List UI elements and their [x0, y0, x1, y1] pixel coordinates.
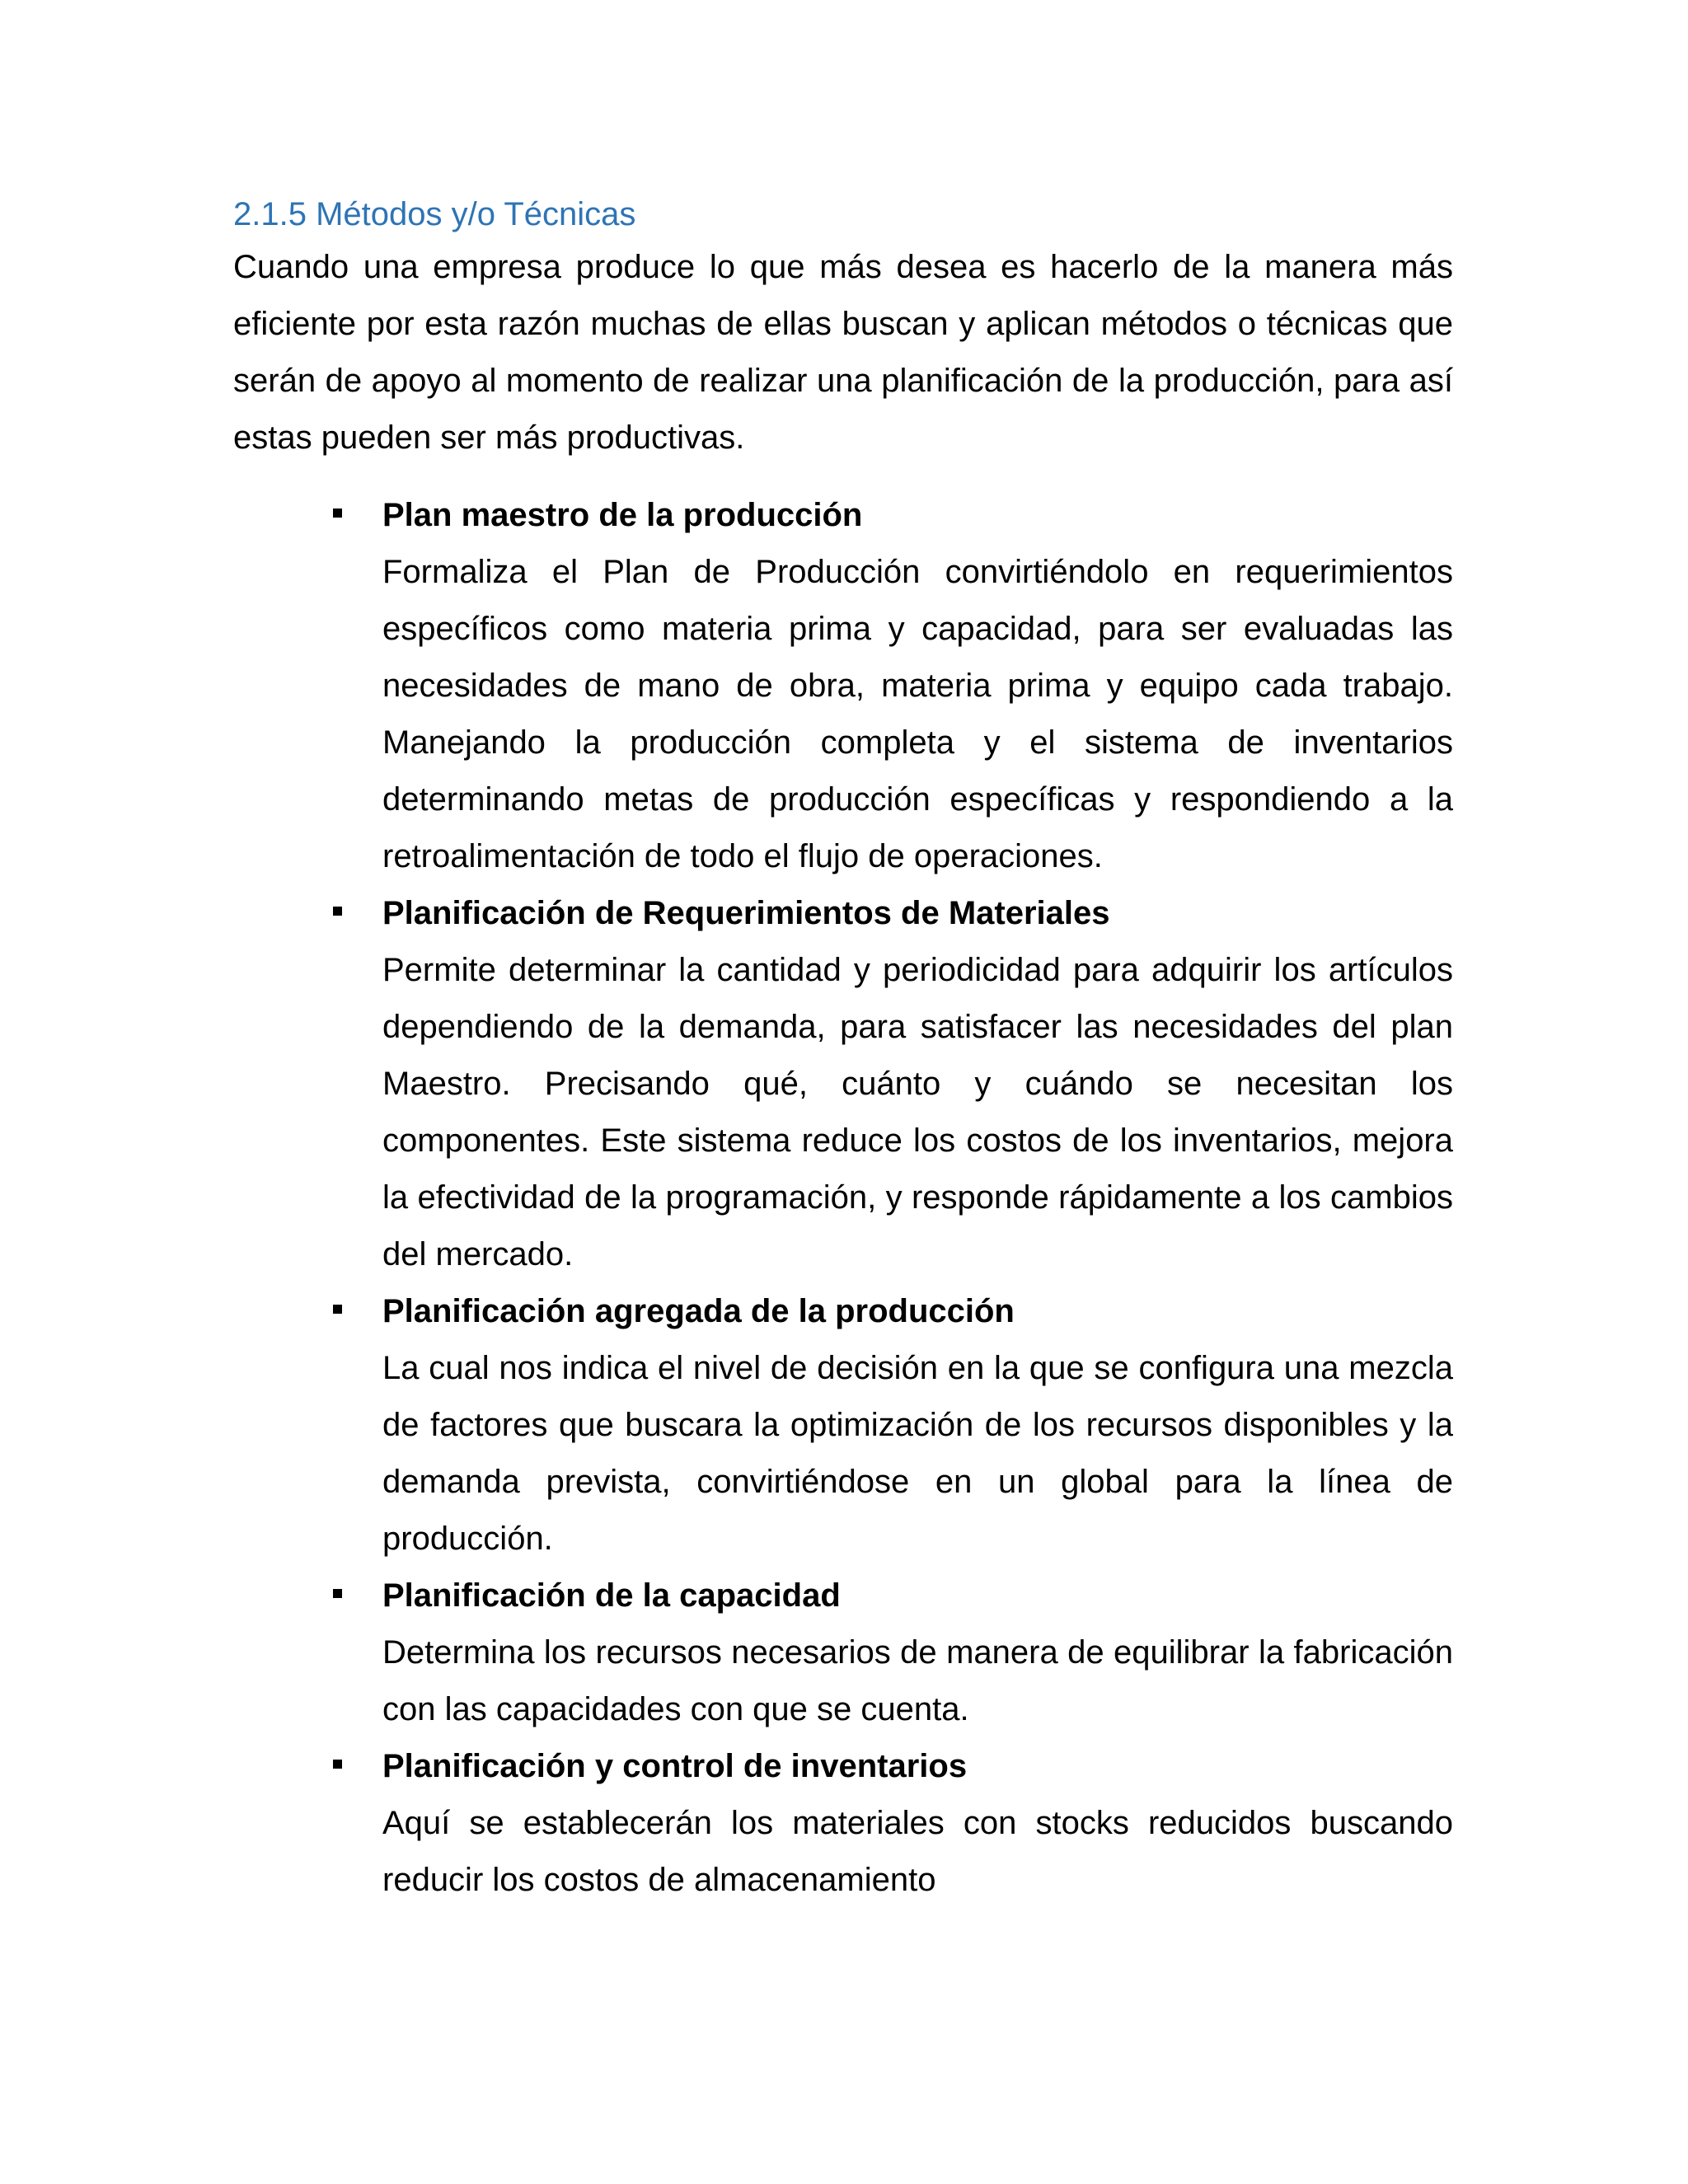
list-item	[382, 1738, 1453, 1909]
square-bullet-icon	[333, 907, 342, 916]
item-body: Permite determinar la cantidad y periodicidad para adquirir los artículos dependiendo de la demanda, para satisfacer las necesidades del plan Maestro. Precisando qué, cuánto y cuándo se necesitan los componentes. Este sistema reduce los costos de los inventarios, mejora la efectividad de la programación, y responde rápidamente a los cambios del mercado.	[382, 952, 1453, 1272]
square-bullet-icon	[333, 1305, 342, 1314]
item-title: Planificación agregada de la producción	[382, 1293, 1015, 1329]
item-body: Determina los recursos necesarios de manera de equilibrar la fabricación con las capacidades con que se cuenta.	[382, 1634, 1453, 1727]
item-title: Planificación de la capacidad	[382, 1577, 841, 1614]
item-title: Plan maestro de la producción	[382, 497, 863, 533]
item-body: Formaliza el Plan de Producción convirtiéndolo en requerimientos específicos como materia prima y capacidad, para ser evaluadas las necesidades de mano de obra, materia prima y equipo cada trabajo. Manejando la producción completa y el sistema de inventarios determinando metas de producción específicas y respondiendo a la retroalimentación de todo el flujo de operaciones.	[382, 554, 1453, 874]
list-item	[382, 885, 1453, 1283]
item-body: La cual nos indica el nivel de decisión en la que se configura una mezcla de factores que buscara la optimización de los recursos disponibles y la demanda prevista, convirtiéndose en un global para la línea de producción.	[382, 1350, 1453, 1557]
section-content	[233, 190, 1453, 1909]
square-bullet-icon	[333, 1760, 342, 1769]
item-title: Planificación y control de inventarios	[382, 1748, 968, 1784]
item-body: Aquí se establecerán los materiales con stocks reducidos buscando reducir los costos de almacenamiento	[382, 1805, 1453, 1898]
methods-list	[233, 487, 1453, 1909]
list-item	[382, 1283, 1453, 1568]
list-item	[382, 487, 1453, 885]
square-bullet-icon	[333, 1589, 342, 1598]
intro-paragraph: Cuando una empresa produce lo que más desea es hacerlo de la manera más eficiente por esta razón muchas de ellas buscan y aplican métodos o técnicas que serán de apoyo al momento de realizar una planificación de la producción, para así estas pueden ser más productivas.	[233, 249, 1453, 456]
square-bullet-icon	[333, 509, 342, 518]
item-title: Planificación de Requerimientos de Materiales	[382, 895, 1110, 931]
list-item	[382, 1568, 1453, 1738]
section-heading: 2.1.5 Métodos y/o Técnicas	[233, 196, 636, 232]
